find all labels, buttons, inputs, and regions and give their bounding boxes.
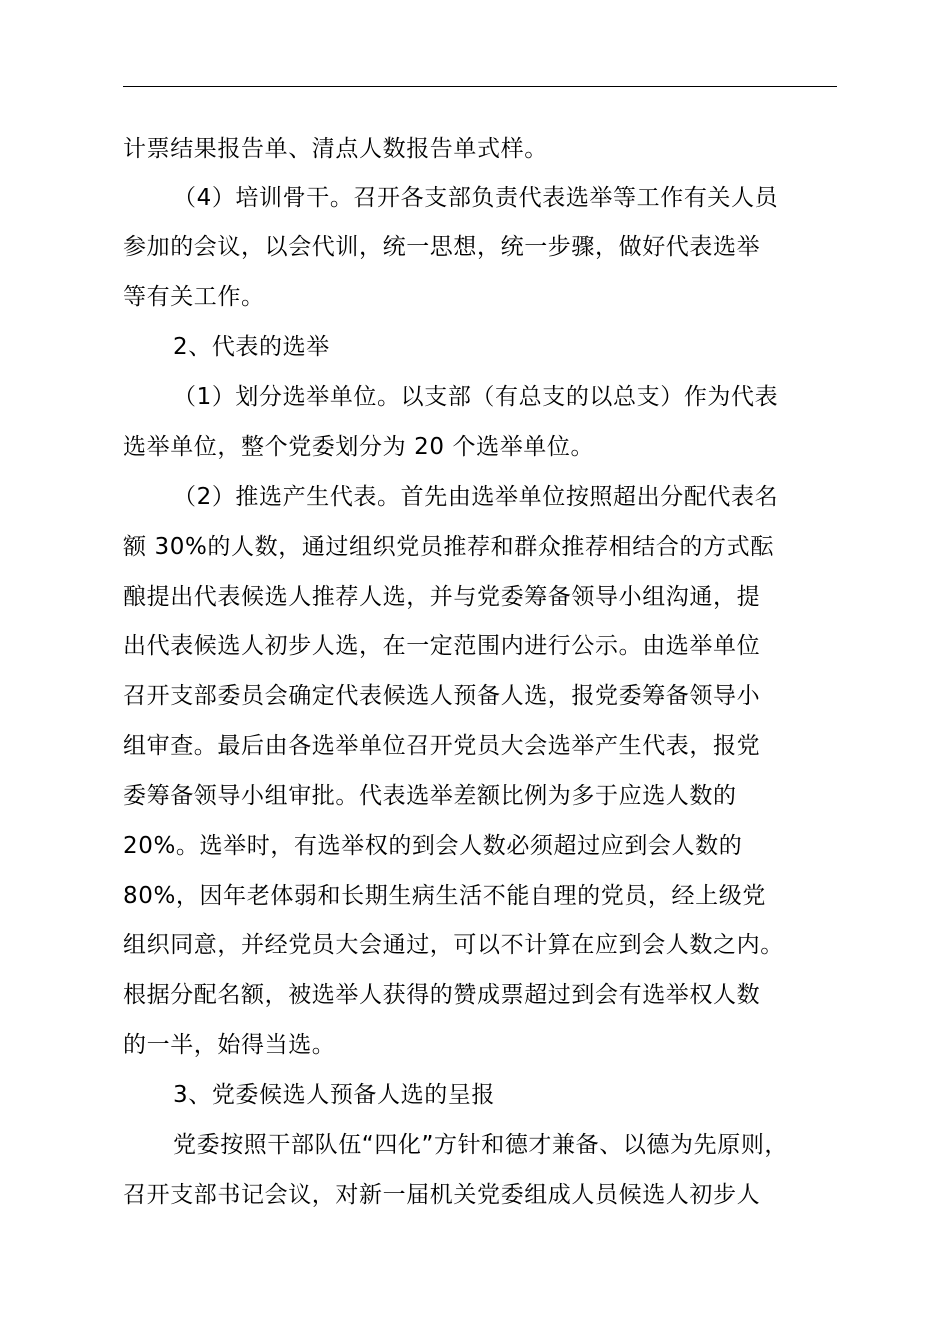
text-line: 的一半，始得当选。 <box>123 1032 336 1058</box>
text-line: 根据分配名额，被选举人获得的赞成票超过到会有选举权人数 <box>123 982 761 1008</box>
text-line: 酿提出代表候选人推荐人选，并与党委筹备领导小组沟通，提 <box>123 584 761 610</box>
text-line: 额 30%的人数，通过组织党员推荐和群众推荐相结合的方式酝 <box>123 534 774 560</box>
text-line: （4）培训骨干。召开各支部负责代表选举等工作有关人员 <box>173 185 779 211</box>
text-line: 党委按照干部队伍“四化”方针和德才兼备、以德为先原则， <box>173 1132 789 1158</box>
text-line: 出代表候选人初步人选，在一定范围内进行公示。由选举单位 <box>123 633 761 659</box>
text-line: 组审查。最后由各选举单位召开党员大会选举产生代表，报党 <box>123 733 761 759</box>
text-line: 80%，因年老体弱和长期生病生活不能自理的党员，经上级党 <box>123 883 766 909</box>
section-heading: 2、代表的选举 <box>173 334 330 360</box>
text-line: 委筹备领导小组审批。代表选举差额比例为多于应选人数的 <box>123 783 737 809</box>
text-line: 20%。选举时，有选举权的到会人数必须超过应到会人数的 <box>123 833 743 859</box>
header-rule <box>123 86 837 87</box>
text-line: 选举单位，整个党委划分为 20 个选举单位。 <box>123 434 595 460</box>
text-line: （2）推选产生代表。首先由选举单位按照超出分配代表名 <box>173 484 779 510</box>
text-line: 召开支部书记会议，对新一届机关党委组成人员候选人初步人 <box>123 1182 761 1208</box>
text-line: 计票结果报告单、清点人数报告单式样。 <box>123 136 548 162</box>
text-line: （1）划分选举单位。以支部（有总支的以总支）作为代表 <box>173 384 779 410</box>
section-heading: 3、党委候选人预备人选的呈报 <box>173 1082 496 1108</box>
text-line: 组织同意，并经党员大会通过，可以不计算在应到会人数之内。 <box>123 932 784 958</box>
text-line: 参加的会议，以会代训，统一思想，统一步骤，做好代表选举 <box>123 234 761 260</box>
text-line: 召开支部委员会确定代表候选人预备人选，报党委筹备领导小 <box>123 683 761 709</box>
text-line: 等有关工作。 <box>123 284 265 310</box>
